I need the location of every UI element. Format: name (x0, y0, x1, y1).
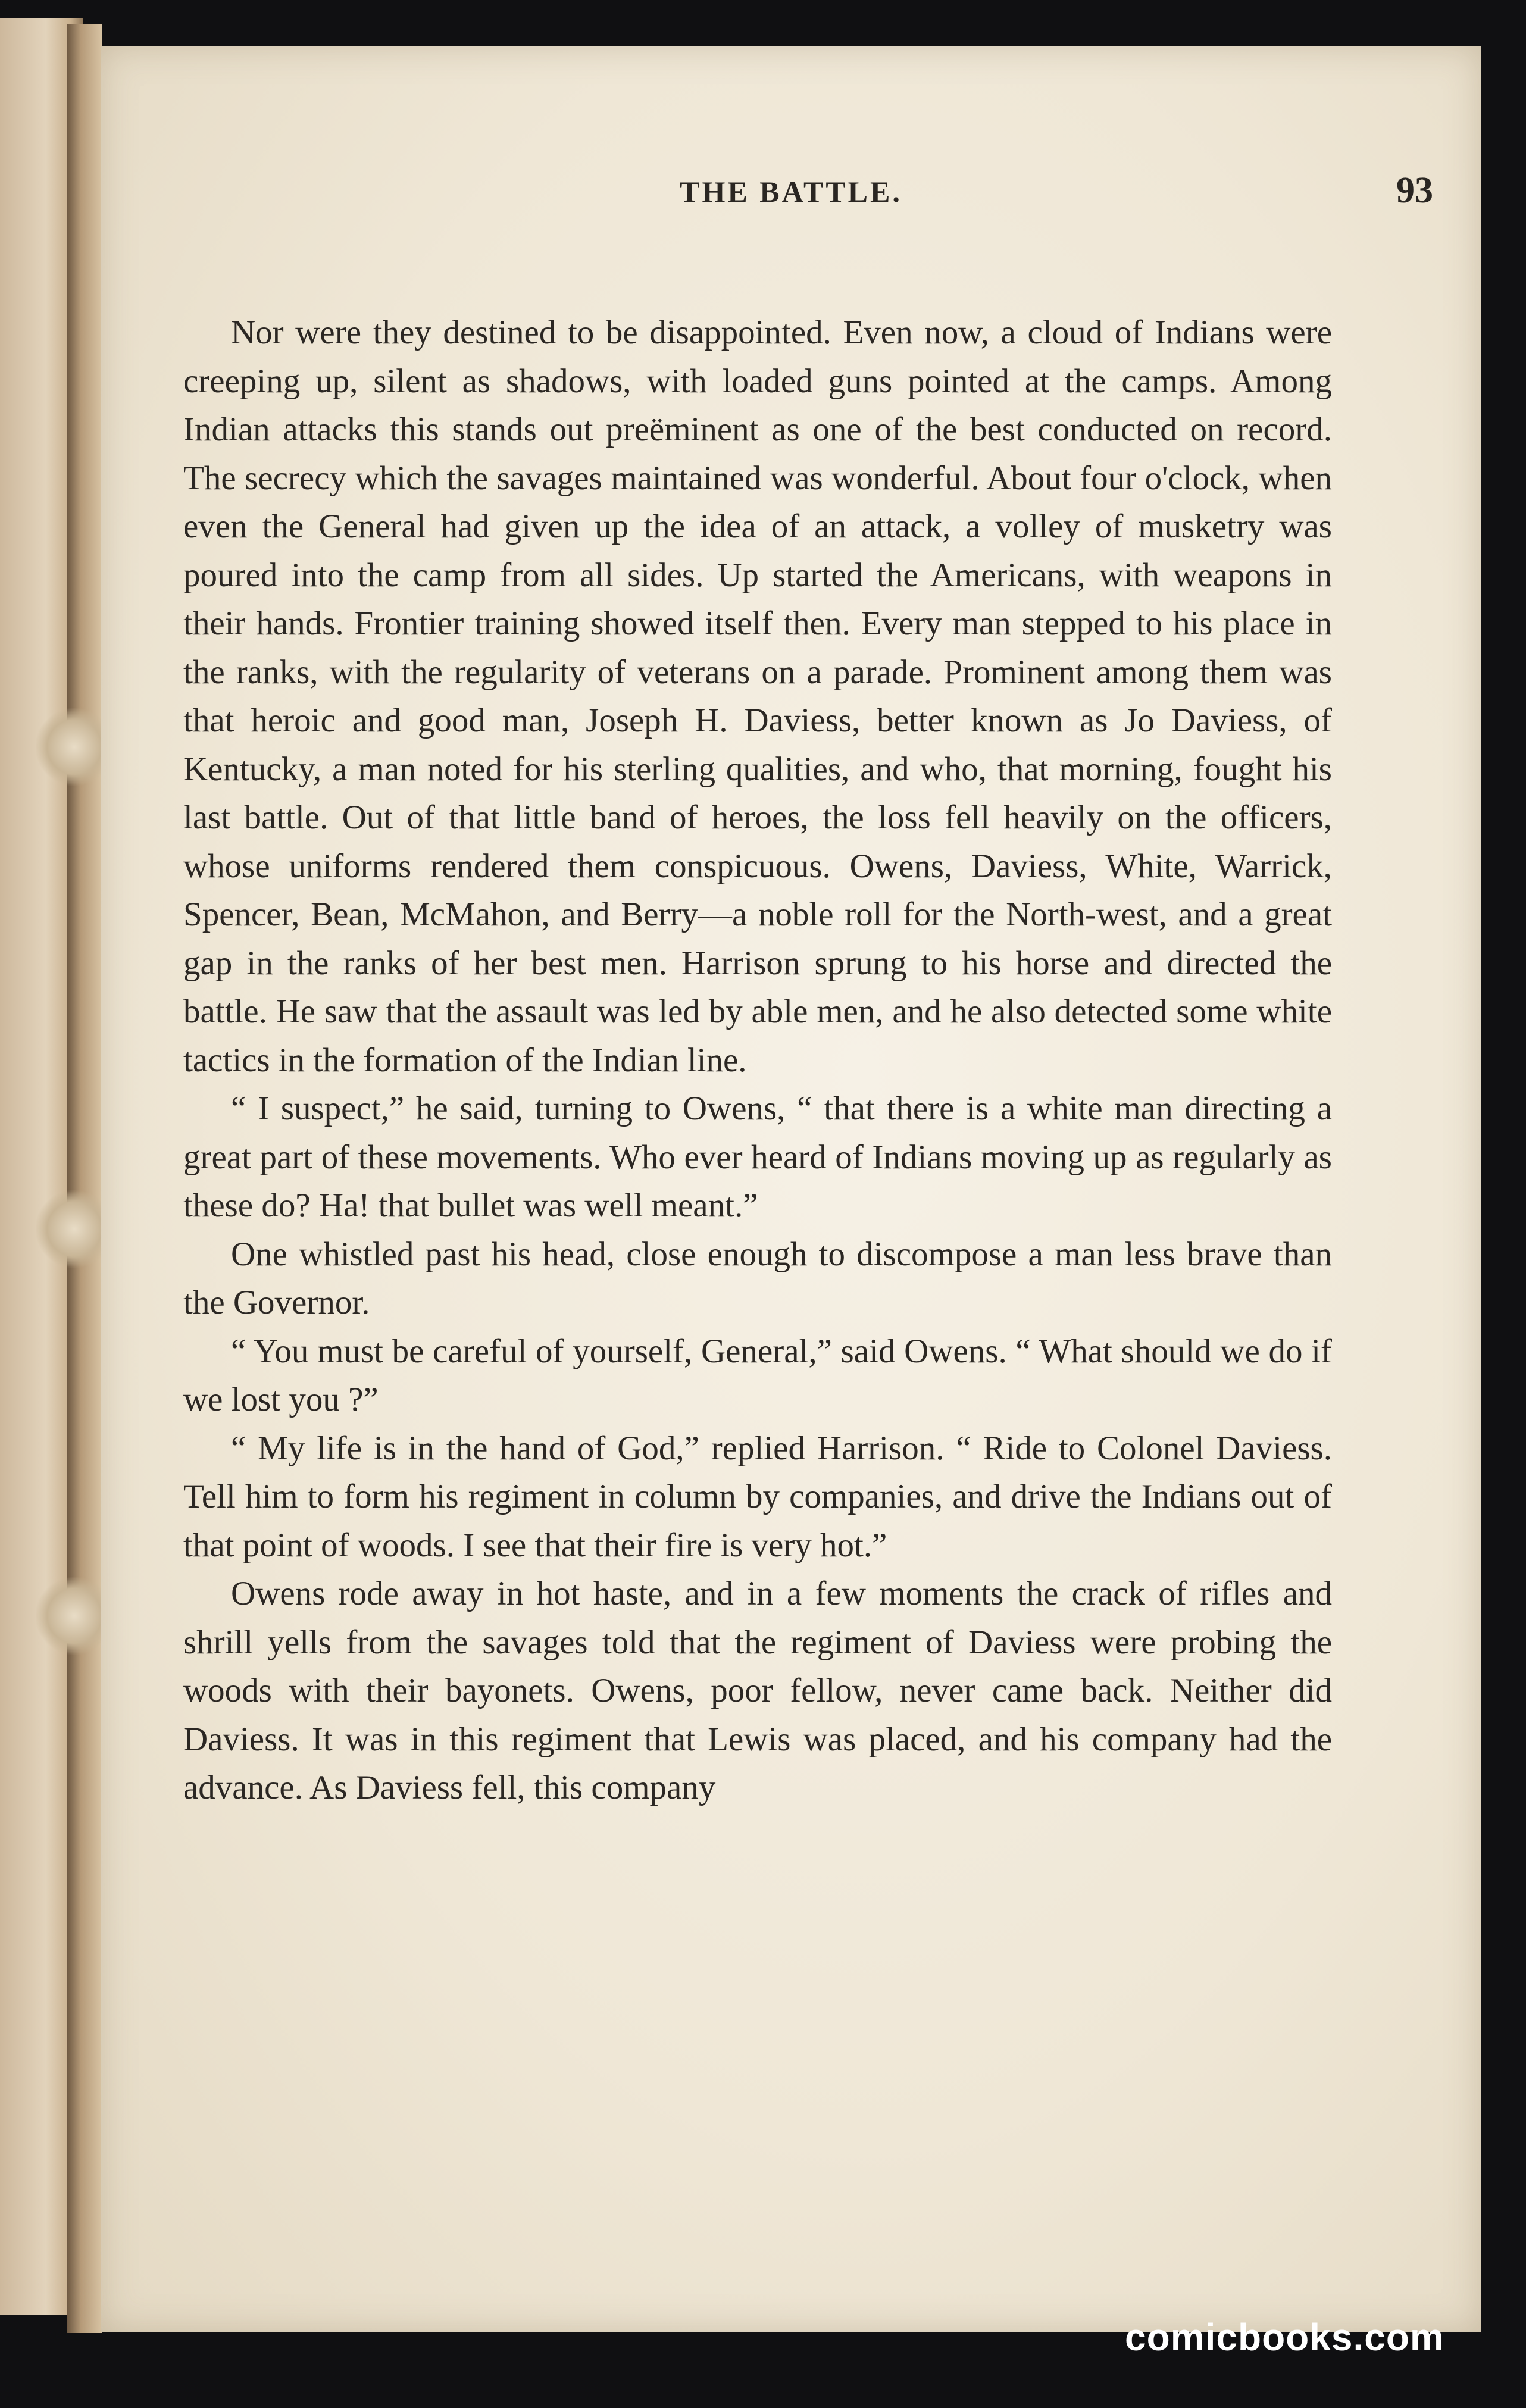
running-head (101, 170, 1481, 222)
running-title: THE BATTLE. (680, 175, 902, 208)
paragraph: “ I suspect,” he said, turning to Owens, “ that there is a white man directing a great part of these movements. Who ever heard of Indians moving up as regularly as these do? Ha! that bullet was well meant.” (183, 1090, 1332, 1224)
paragraph: Nor were they destined to be disappointed. Even now, a cloud of Indians were creeping up, silent as shadows, with loaded guns pointed at the camps. Among Indian attacks this stands out preëminent as one of the best conducted on record. The secrecy which the savages maintained was wonderful. About four o'clock, when even the General had given up the idea of an attack, a volley of musketry was poured into the camp from all sides. Up started the Americans, with weapons in their hands. Frontier training showed itself then. Every man stepped to his place in the ranks, with the regularity of veterans on a parade. Prominent among them was that heroic and good man, Joseph H. Daviess, better known as Jo Daviess, of Kentucky, a man noted for his sterling qualities, and who, that morning, fought his last battle. Out of that little band of heroes, the loss fell heavily on the officers, whose uniforms rendered them conspicuous. Owens, Daviess, White, Warrick, Spencer, Bean, McMahon, and Berry—a noble roll for the North-west, and a great gap in the ranks of her best men. Harrison sprung to his horse and directed the battle. He saw that the assault was led by able men, and he also detected some white tactics in the formation of the Indian line. (183, 314, 1332, 1079)
book-gutter (67, 24, 102, 2333)
paragraph: “ You must be careful of yourself, General,” said Owens. “ What should we do if we lost you ?” (183, 1332, 1332, 1418)
page-number: 93 (1396, 170, 1433, 211)
paragraph: Owens rode away in hot haste, and in a few moments the crack of rifles and shrill yells from the savages told that the regiment of Daviess were probing the woods with their bayonets. Owens, poor fellow, never came back. Neither did Daviess. It was in this regiment that Lewis was placed, and his company had the advance. As Daviess fell, this company (183, 1575, 1332, 1806)
paragraph: One whistled past his head, close enough to discompose a man less brave than the Governor. (183, 1235, 1332, 1321)
paragraph: “ My life is in the hand of God,” replied Harrison. “ Ride to Colonel Daviess. Tell him to form his regiment in column by companies, and drive the Indians out of that point of woods. I see that their fire is very hot.” (183, 1429, 1332, 1564)
body-text (183, 308, 1332, 1812)
site-watermark: comicbooks.com (1125, 2316, 1444, 2359)
book-page (101, 46, 1481, 2332)
